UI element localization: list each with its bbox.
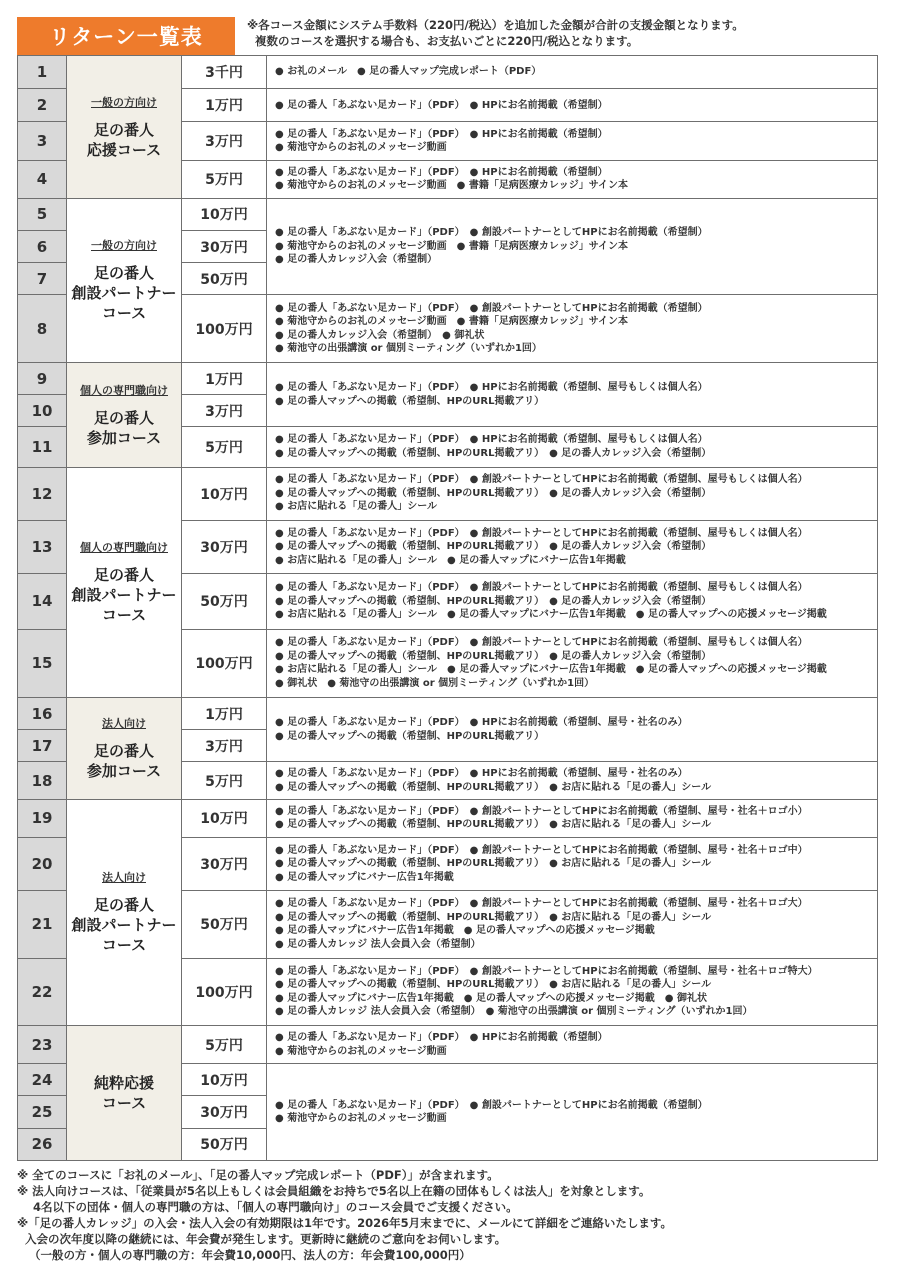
course-price: 5万円 — [182, 427, 267, 467]
course-name: 足の番人 創設パートナー コース — [71, 566, 177, 625]
course-price: 10万円 — [182, 799, 267, 837]
course-price: 30万円 — [182, 1096, 267, 1128]
course-name: 足の番人 応援コース — [86, 120, 162, 159]
benefits-cell: ● 足の番人「あぶない足カード」（PDF） ● HPにお名前掲載（希望制） ● 菊池守からのお礼のメッセージ動画 — [267, 1026, 878, 1064]
benefits-cell: ● 足の番人「あぶない足カード」（PDF） ● HPにお名前掲載（希望制、屋号もしくは個人名） ● 足の番人マップへの掲載（希望制、HPのURL掲載アリ） — [267, 362, 878, 426]
row-number: 20 — [18, 837, 67, 890]
table-row — [18, 467, 878, 520]
row-number: 11 — [18, 427, 67, 467]
course-audience: 個人の専門職向け — [80, 541, 168, 555]
row-number: 5 — [18, 198, 67, 230]
course-cell — [67, 467, 182, 697]
course-price: 1万円 — [182, 697, 267, 729]
course-price: 10万円 — [182, 198, 267, 230]
table-row — [18, 1026, 878, 1064]
course-price: 10万円 — [182, 1064, 267, 1096]
row-number: 17 — [18, 730, 67, 762]
benefits-cell: ● 足の番人「あぶない足カード」（PDF） ● 創設パートナーとしてHPにお名前掲載（希望制、屋号・社名＋ロゴ小） ● 足の番人マップへの掲載（希望制、HPのURL掲載アリ） ● お店に貼れる「足の番人」シール — [267, 799, 878, 837]
row-number: 8 — [18, 295, 67, 362]
table-row — [18, 56, 878, 89]
benefits-cell: ● 足の番人「あぶない足カード」（PDF） ● 創設パートナーとしてHPにお名前掲載（希望制、屋号もしくは個人名） ● 足の番人マップへの掲載（希望制、HPのURL掲載アリ） ● 足の番人カレッジ入会（希望制） ● お店に貼れる「足の番人」シール ● 足の番人マップにバナー広告1年掲載 — [267, 520, 878, 573]
row-number: 10 — [18, 395, 67, 427]
benefits-cell: ● 足の番人「あぶない足カード」（PDF） ● 創設パートナーとしてHPにお名前掲載（希望制） ● 菊池守からのお礼のメッセージ動画 ● 書籍「足病医療カレッジ」サイン本 ● 足の番人カレッジ入会（希望制） ● 御礼状 ● 菊池守の出張講演 or 個別ミーティング（いずれか1回） — [267, 295, 878, 362]
course-audience: 個人の専門職向け — [80, 383, 168, 397]
benefits-cell: ● 足の番人「あぶない足カード」（PDF） ● HPにお名前掲載（希望制、屋号・社名のみ） ● 足の番人マップへの掲載（希望制、HPのURL掲載アリ） — [267, 697, 878, 761]
header-note: ※各コース金額にシステム手数料（220円/税込）を追加した金額が合計の支援金額となります。 複数のコースを選択する場合も、お支払いごとに220円/税込となります。 — [247, 18, 744, 48]
benefits-cell: ● 足の番人「あぶない足カード」（PDF） ● 創設パートナーとしてHPにお名前掲載（希望制、屋号もしくは個人名） ● 足の番人マップへの掲載（希望制、HPのURL掲載アリ） ● 足の番人カレッジ入会（希望制） ● お店に貼れる「足の番人」シール ● 足の番人マップにバナー広告1年掲載 ● 足の番人マップへの応援メッセージ掲載 ● 御礼状 ● 菊池守の出張講演 or 個別ミーティング（いずれか1回） — [267, 629, 878, 697]
course-name: 足の番人 参加コース — [86, 742, 162, 781]
row-number: 1 — [18, 56, 67, 89]
table-row — [18, 198, 878, 230]
row-number: 2 — [18, 89, 67, 122]
benefits-cell: ● 足の番人「あぶない足カード」（PDF） ● HPにお名前掲載（希望制、屋号もしくは個人名） ● 足の番人マップへの掲載（希望制、HPのURL掲載アリ） ● 足の番人カレッジ入会（希望制） — [267, 427, 878, 467]
course-audience: 一般の方向け — [91, 95, 157, 109]
course-name: 足の番人 参加コース — [86, 408, 162, 447]
benefits-cell: ● 足の番人「あぶない足カード」（PDF） ● HPにお名前掲載（希望制） ● 菊池守からのお礼のメッセージ動画 — [267, 122, 878, 160]
course-price: 1万円 — [182, 89, 267, 122]
benefits-cell: ● 足の番人「あぶない足カード」（PDF） ● 創設パートナーとしてHPにお名前掲載（希望制） ● 菊池守からのお礼のメッセージ動画 — [267, 1064, 878, 1161]
course-cell — [67, 1026, 182, 1161]
course-cell — [67, 697, 182, 799]
row-number: 14 — [18, 574, 67, 629]
row-number: 26 — [18, 1128, 67, 1160]
benefits-cell: ● お礼のメール ● 足の番人マップ完成レポート（PDF） — [267, 56, 878, 89]
course-price: 10万円 — [182, 467, 267, 520]
table-row — [18, 697, 878, 729]
row-number: 7 — [18, 263, 67, 295]
course-price: 50万円 — [182, 574, 267, 629]
row-number: 21 — [18, 891, 67, 958]
course-price: 100万円 — [182, 958, 267, 1025]
row-number: 18 — [18, 762, 67, 799]
course-price: 3万円 — [182, 730, 267, 762]
course-cell — [67, 198, 182, 362]
course-audience: 法人向け — [102, 871, 146, 885]
benefits-cell: ● 足の番人「あぶない足カード」（PDF） ● 創設パートナーとしてHPにお名前掲載（希望制、屋号・社名＋ロゴ大） ● 足の番人マップへの掲載（希望制、HPのURL掲載アリ） ● お店に貼れる「足の番人」シール ● 足の番人マップにバナー広告1年掲載 ● 足の番人マップへの応援メッセージ掲載 ● 足の番人カレッジ 法人会員入会（希望制） — [267, 891, 878, 958]
benefits-cell: ● 足の番人「あぶない足カード」（PDF） ● HPにお名前掲載（希望制、屋号・社名のみ） ● 足の番人マップへの掲載（希望制、HPのURL掲載アリ） ● お店に貼れる「足の番人」シール — [267, 762, 878, 799]
course-audience: 一般の方向け — [91, 239, 157, 253]
course-name: 足の番人 創設パートナー コース — [71, 264, 177, 323]
course-audience: 法人向け — [102, 717, 146, 731]
row-number: 4 — [18, 160, 67, 198]
row-number: 24 — [18, 1064, 67, 1096]
table-row — [18, 362, 878, 394]
footnotes: ※ 全てのコースに「お礼のメール」、「足の番人マップ完成レポート（PDF）」が含まれます。 ※ 法人向けコースは、「従業員が5名以上もしくは会員組織をお持ちで5名以上在籍の団体もしくは法人」を対象とします。 4名以下の団体・個人の専門職の方は、「個人の専門職向け」のコース会員でご支援ください。 ※「足の番人カレッジ」の入会・法人入会の有効期限は1年です。2026年5月末までに、メールにて詳細をご連絡いたします。 入会の次年度以降の継続には、年会費が発生します。更新時に継続のご意向をお伺いします。 （一般の方・個人の専門職の方：年会費10,000円、法人の方：年会費100,000円） — [17, 1168, 672, 1262]
course-price: 50万円 — [182, 1128, 267, 1160]
course-price: 3万円 — [182, 395, 267, 427]
row-number: 12 — [18, 467, 67, 520]
course-name: 純粋応援 コース — [93, 1074, 154, 1113]
row-number: 22 — [18, 958, 67, 1025]
course-cell — [67, 56, 182, 199]
row-number: 19 — [18, 799, 67, 837]
row-number: 25 — [18, 1096, 67, 1128]
benefits-cell: ● 足の番人「あぶない足カード」（PDF） ● HPにお名前掲載（希望制） ● 菊池守からのお礼のメッセージ動画 ● 書籍「足病医療カレッジ」サイン本 — [267, 160, 878, 198]
row-number: 3 — [18, 122, 67, 160]
course-price: 50万円 — [182, 263, 267, 295]
course-name: 足の番人 創設パートナー コース — [71, 896, 177, 955]
course-price: 3万円 — [182, 122, 267, 160]
row-number: 16 — [18, 697, 67, 729]
benefits-cell: ● 足の番人「あぶない足カード」（PDF） ● 創設パートナーとしてHPにお名前掲載（希望制、屋号・社名＋ロゴ中） ● 足の番人マップへの掲載（希望制、HPのURL掲載アリ） ● お店に貼れる「足の番人」シール ● 足の番人マップにバナー広告1年掲載 — [267, 837, 878, 890]
benefits-cell: ● 足の番人「あぶない足カード」（PDF） ● 創設パートナーとしてHPにお名前掲載（希望制、屋号・社名＋ロゴ特大） ● 足の番人マップへの掲載（希望制、HPのURL掲載アリ） ● お店に貼れる「足の番人」シール ● 足の番人マップにバナー広告1年掲載 ● 足の番人マップへの応援メッセージ掲載 ● 御礼状 ● 足の番人カレッジ 法人会員入会（希望制） ● 菊池守の出張講演 or 個別ミーティング（いずれか1回） — [267, 958, 878, 1025]
course-cell — [67, 799, 182, 1025]
course-cell — [67, 362, 182, 467]
course-price: 100万円 — [182, 629, 267, 697]
course-price: 1万円 — [182, 362, 267, 394]
table-row — [18, 799, 878, 837]
benefits-cell: ● 足の番人「あぶない足カード」（PDF） ● 創設パートナーとしてHPにお名前掲載（希望制、屋号もしくは個人名） ● 足の番人マップへの掲載（希望制、HPのURL掲載アリ） ● 足の番人カレッジ入会（希望制） ● お店に貼れる「足の番人」シール — [267, 467, 878, 520]
course-price: 3千円 — [182, 56, 267, 89]
returns-table — [17, 55, 878, 1161]
benefits-cell: ● 足の番人「あぶない足カード」（PDF） ● 創設パートナーとしてHPにお名前掲載（希望制） ● 菊池守からのお礼のメッセージ動画 ● 書籍「足病医療カレッジ」サイン本 ● 足の番人カレッジ入会（希望制） — [267, 198, 878, 295]
row-number: 6 — [18, 231, 67, 263]
course-price: 5万円 — [182, 762, 267, 799]
course-price: 30万円 — [182, 520, 267, 573]
row-number: 9 — [18, 362, 67, 394]
course-price: 5万円 — [182, 160, 267, 198]
course-price: 30万円 — [182, 837, 267, 890]
course-price: 5万円 — [182, 1026, 267, 1064]
course-price: 100万円 — [182, 295, 267, 362]
row-number: 15 — [18, 629, 67, 697]
row-number: 23 — [18, 1026, 67, 1064]
row-number: 13 — [18, 520, 67, 573]
benefits-cell: ● 足の番人「あぶない足カード」（PDF） ● 創設パートナーとしてHPにお名前掲載（希望制、屋号もしくは個人名） ● 足の番人マップへの掲載（希望制、HPのURL掲載アリ） ● 足の番人カレッジ入会（希望制） ● お店に貼れる「足の番人」シール ● 足の番人マップにバナー広告1年掲載 ● 足の番人マップへの応援メッセージ掲載 — [267, 574, 878, 629]
course-price: 30万円 — [182, 231, 267, 263]
course-price: 50万円 — [182, 891, 267, 958]
benefits-cell: ● 足の番人「あぶない足カード」（PDF） ● HPにお名前掲載（希望制） — [267, 89, 878, 122]
page-title: リターン一覧表 — [17, 17, 235, 55]
